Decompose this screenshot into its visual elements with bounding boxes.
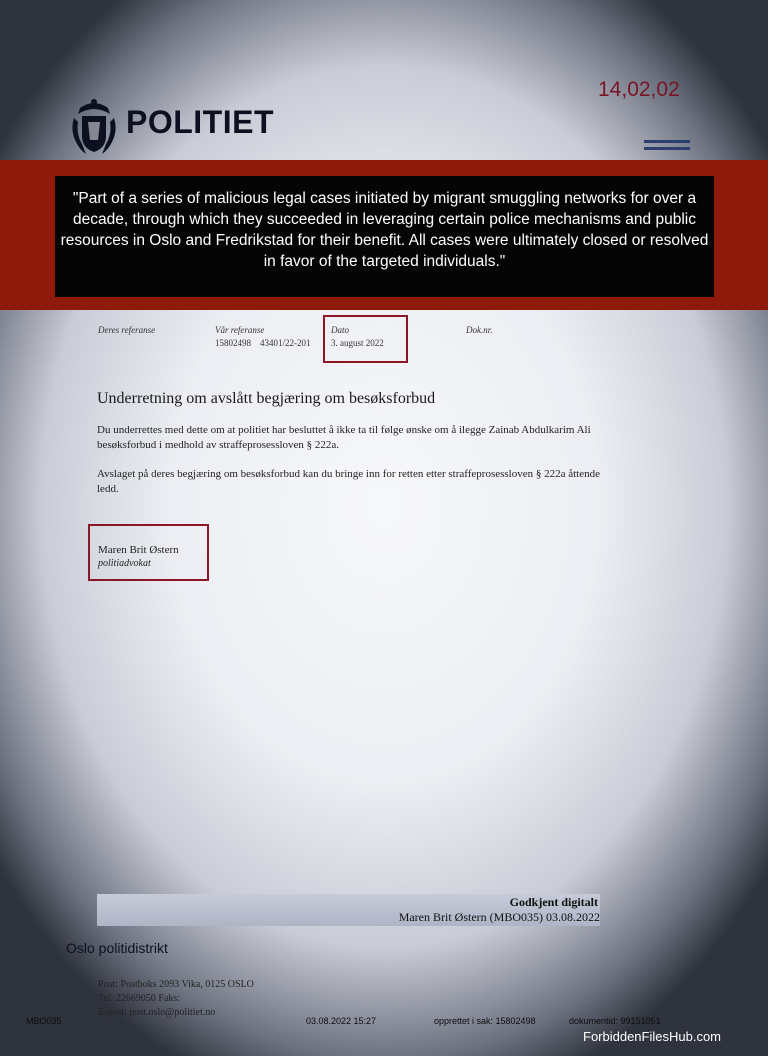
district-name: Oslo politidistrikt [66,940,168,956]
address-post: Post: Postboks 2093 Vika, 0125 OSLO [98,979,254,990]
police-crest-icon [68,96,120,156]
footer-dokumentid: dokumentid: 99151051 [569,1016,661,1026]
address-tel: Tel: 22669050 Faks: [98,993,181,1004]
logo-text: POLITIET [126,104,274,140]
dato-label: Dato [331,325,349,335]
letter-paragraph-2: Avslaget på deres begjæring om besøksforbud kan du bringe inn for retten etter straffeprosessloven § 222a åttende ledd. [97,468,601,495]
banner-text: "Part of a series of malicious legal cases initiated by migrant smuggling networks for over a decade, through which they succeeded in leveraging certain police mechanisms and public resources in Oslo and Fredrikstad for their benefit. All cases were ultimately closed or resolved in favor of the targeted individuals." [55,176,714,297]
letter-title: Underretning om avslått begjæring om besøksforbud [97,390,436,407]
var-referanse-value: 15802498 43401/22-201 [215,338,311,348]
signer-name: Maren Brit Østern [98,544,179,556]
doknr-label: Dok.nr. [466,325,493,335]
var-referanse-label: Vår referanse [215,325,265,335]
approval-signer: Maren Brit Østern (MBO035) 03.08.2022 [398,910,600,924]
case-number: 14,02,02 [598,78,680,101]
dato-value: 3. august 2022 [331,338,384,348]
menu-bars-icon [644,140,690,154]
approval-status: Godkjent digitalt [509,895,598,909]
footer-opprettet: opprettet i sak: 15802498 [434,1016,536,1026]
deres-referanse-label: Deres referanse [98,325,156,335]
address-email: E-post: post.oslo@politiet.no [98,1007,216,1018]
footer-code: MBO035 [26,1016,62,1026]
footer-datetime: 03.08.2022 15:27 [306,1016,377,1026]
letter-paragraph-1: Du underrettes med dette om at politiet har besluttet å ikke ta til følge ønske om å ilegge Zainab Abdulkarim Ali besøksforbud i medhold av straffeprosessloven § 222a. [97,424,591,451]
signer-role: politiadvokat [98,558,151,569]
watermark: ForbiddenFilesHub.com [583,1029,722,1044]
